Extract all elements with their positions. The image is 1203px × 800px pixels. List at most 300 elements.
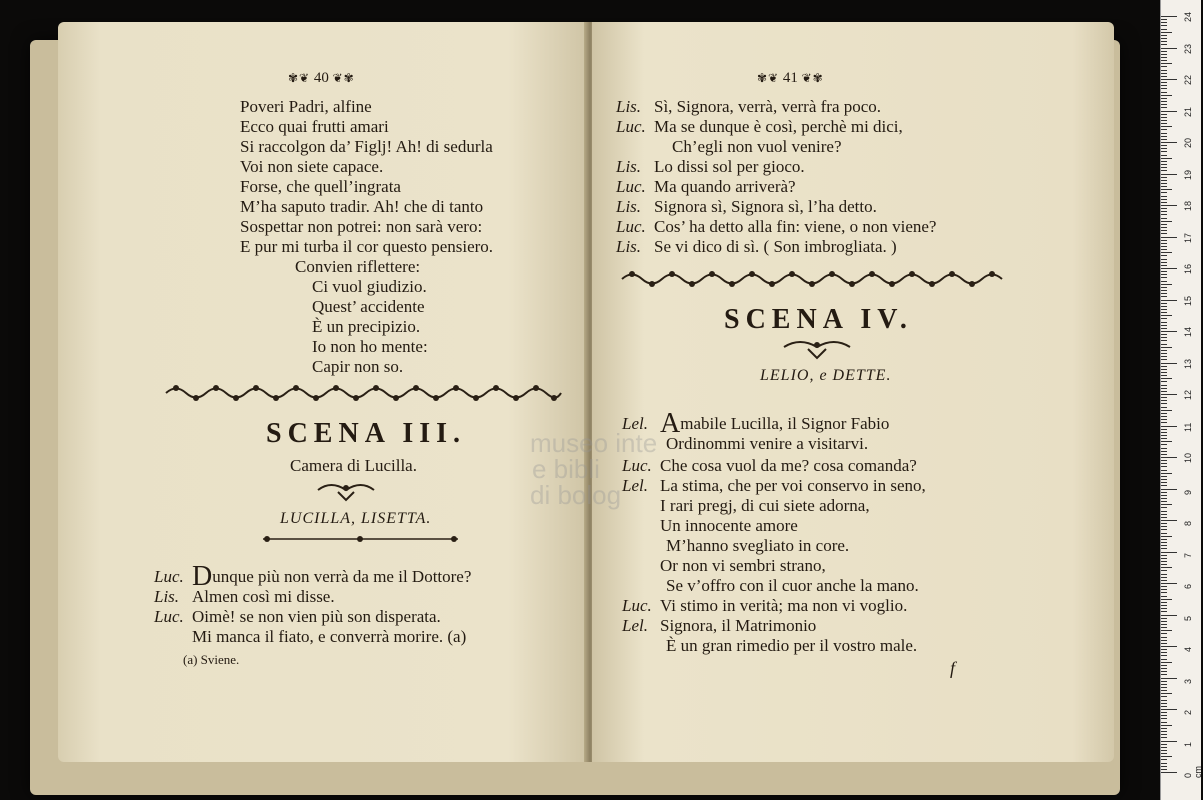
ruler-minor-tick (1161, 558, 1167, 559)
dialogue-line: Sì, Signora, verrà, verrà fra poco. (654, 97, 882, 116)
ruler-minor-tick (1161, 722, 1167, 723)
ruler-minor-tick (1161, 192, 1167, 193)
ruler-minor-tick (1161, 101, 1167, 102)
page-number: 40 (313, 70, 329, 86)
ruler-minor-tick (1161, 630, 1172, 631)
ruler-label: 18 (1183, 200, 1193, 211)
speaker-label: Lis. (154, 587, 180, 606)
dialogue-line: Mi manca il fiato, e converrà morire. (a) (192, 627, 467, 646)
page-number: 41 (782, 70, 798, 86)
ruler-minor-tick (1161, 596, 1167, 597)
ornament-icon: ✾❦ (288, 71, 311, 85)
ruler-minor-tick (1161, 104, 1167, 105)
ruler-minor-tick (1161, 536, 1172, 537)
ruler-minor-tick (1161, 60, 1167, 61)
ruler-minor-tick (1161, 375, 1167, 376)
ruler-minor-tick (1161, 514, 1167, 515)
ruler-minor-tick (1161, 715, 1167, 716)
ruler-minor-tick (1161, 725, 1172, 726)
ruler-major-tick (1161, 457, 1177, 458)
ruler-label: 16 (1183, 263, 1193, 274)
ruler-minor-tick (1161, 359, 1167, 360)
ruler-minor-tick (1161, 397, 1167, 398)
verse-line: Sospettar non potrei: non sarà vero: (240, 217, 483, 236)
ruler-minor-tick (1161, 539, 1167, 540)
ruler-major-tick (1161, 142, 1177, 143)
ornament-icon: ✾❦ (757, 71, 780, 85)
ruler-minor-tick (1161, 640, 1167, 641)
ruler-minor-tick (1161, 763, 1167, 764)
dialogue-line: M’hanno svegliato in core. (666, 536, 850, 555)
ruler-minor-tick (1161, 277, 1167, 278)
ruler-minor-tick (1161, 668, 1167, 669)
ruler-minor-tick (1161, 422, 1167, 423)
ruler-major-tick (1161, 48, 1177, 49)
ruler-minor-tick (1161, 315, 1172, 316)
ruler-minor-tick (1161, 296, 1167, 297)
ruler-major-tick (1161, 394, 1177, 395)
ruler-minor-tick (1161, 249, 1167, 250)
ruler-minor-tick (1161, 76, 1167, 77)
ruler-minor-tick (1161, 529, 1167, 530)
verse-line: Voi non siete capace. (240, 157, 384, 176)
ruler-minor-tick (1161, 350, 1167, 351)
ruler-minor-tick (1161, 95, 1172, 96)
ruler-minor-tick (1161, 148, 1167, 149)
ruler-minor-tick (1161, 429, 1167, 430)
ruler-minor-tick (1161, 340, 1167, 341)
ruler-minor-tick (1161, 687, 1167, 688)
ruler-minor-tick (1161, 88, 1167, 89)
vine-ornament-divider (166, 384, 561, 402)
ruler-minor-tick (1161, 151, 1167, 152)
speaker-label: Lel. (622, 616, 648, 635)
ruler-label: 2 (1183, 709, 1193, 715)
ruler-label: 4 (1183, 646, 1193, 652)
ruler-minor-tick (1161, 577, 1167, 578)
ruler-major-tick (1161, 552, 1177, 553)
ruler-minor-tick (1161, 435, 1167, 436)
verse-line: Quest’ accidente (312, 297, 425, 316)
ruler-minor-tick (1161, 492, 1167, 493)
ruler-minor-tick (1161, 690, 1167, 691)
ruler-minor-tick (1161, 463, 1167, 464)
ruler-minor-tick (1161, 413, 1167, 414)
ruler-minor-tick (1161, 372, 1167, 373)
footnote: (a) Sviene. (183, 652, 240, 667)
ruler-minor-tick (1161, 548, 1167, 549)
ruler-minor-tick (1161, 747, 1167, 748)
ruler-minor-tick (1161, 211, 1167, 212)
ruler-major-tick (1161, 678, 1177, 679)
verse-line: Convien riflettere: (295, 257, 421, 276)
dialogue-line: Un innocente amore (660, 516, 798, 535)
ruler-label: 22 (1183, 74, 1193, 85)
dialogue-line: Signora, il Matrimonio (660, 616, 817, 635)
dialogue-line: Amabile Lucilla, il Signor Fabio (660, 408, 890, 439)
ruler-minor-tick (1161, 479, 1167, 480)
ruler-minor-tick (1161, 25, 1167, 26)
ruler-minor-tick (1161, 419, 1167, 420)
ruler-label: 12 (1183, 389, 1193, 400)
verse-line: E pur mi turba il cor questo pensiero. (240, 237, 494, 256)
ruler-minor-tick (1161, 233, 1167, 234)
ruler-minor-tick (1161, 432, 1167, 433)
ruler-minor-tick (1161, 114, 1167, 115)
ruler-minor-tick (1161, 649, 1167, 650)
ruler-minor-tick (1161, 139, 1167, 140)
ruler-label: 19 (1183, 169, 1193, 180)
ruler-minor-tick (1161, 123, 1167, 124)
ruler-minor-tick (1161, 681, 1167, 682)
ruler-major-tick (1161, 205, 1177, 206)
ruler-minor-tick (1161, 759, 1167, 760)
ruler-minor-tick (1161, 240, 1167, 241)
ruler-minor-tick (1161, 403, 1167, 404)
dropcap: D (192, 561, 213, 592)
ruler-minor-tick (1161, 328, 1167, 329)
ruler-major-tick (1161, 489, 1177, 490)
verse-line: Poveri Padri, alfine (240, 97, 372, 116)
page-number-header (757, 70, 824, 87)
ruler-label: 3 (1183, 678, 1193, 684)
speaker-label: Lis. (616, 97, 642, 116)
verse-line: Capir non so. (312, 357, 404, 376)
ruler-minor-tick (1161, 126, 1172, 127)
ruler-minor-tick (1161, 344, 1167, 345)
dialogue-line: Almen così mi disse. (192, 587, 335, 606)
ruler-minor-tick (1161, 136, 1167, 137)
ruler-minor-tick (1161, 41, 1167, 42)
ruler-minor-tick (1161, 526, 1167, 527)
ruler-minor-tick (1161, 170, 1167, 171)
ruler-minor-tick (1161, 353, 1167, 354)
dialogue-line: Che cosa vuol da me? cosa comanda? (660, 456, 917, 475)
ruler-minor-tick (1161, 230, 1167, 231)
ruler-minor-tick (1161, 407, 1167, 408)
verse-line: M’ha saputo tradir. Ah! che di tanto (240, 197, 484, 216)
signature-mark: f (950, 658, 956, 678)
ruler-minor-tick (1161, 214, 1167, 215)
ruler-minor-tick (1161, 29, 1167, 30)
ruler-minor-tick (1161, 731, 1167, 732)
ruler-minor-tick (1161, 293, 1167, 294)
page-number-header (288, 70, 355, 87)
ruler-minor-tick (1161, 444, 1167, 445)
ruler-minor-tick (1161, 252, 1172, 253)
ruler-major-tick (1161, 772, 1177, 773)
ruler-minor-tick (1161, 627, 1167, 628)
ruler-minor-tick (1161, 309, 1167, 310)
ruler-major-tick (1161, 268, 1177, 269)
ruler-minor-tick (1161, 400, 1167, 401)
ruler-minor-tick (1161, 337, 1167, 338)
ruler-minor-tick (1161, 334, 1167, 335)
ruler-minor-tick (1161, 602, 1167, 603)
ruler-minor-tick (1161, 728, 1167, 729)
ruler-minor-tick (1161, 164, 1167, 165)
dialogue-line: La stima, che per voi conservo in seno, (660, 476, 926, 495)
dialogue-line: Ma quando arriverà? (654, 177, 796, 196)
ruler-minor-tick (1161, 155, 1167, 156)
ruler-minor-tick (1161, 470, 1167, 471)
verse-line: Si raccolgon da’ Figlj! Ah! di sedurla (240, 137, 493, 156)
ruler-minor-tick (1161, 180, 1167, 181)
verse-line: Ecco quai frutti amari (240, 117, 389, 136)
scene-cast: LUCILLA, LISETTA. (280, 510, 432, 527)
ruler-minor-tick (1161, 451, 1167, 452)
dialogue-line: È un gran rimedio per il vostro male. (666, 636, 918, 655)
ruler-minor-tick (1161, 659, 1167, 660)
ruler-minor-tick (1161, 82, 1167, 83)
ruler-minor-tick (1161, 274, 1167, 275)
ruler-label: 1 (1183, 741, 1193, 747)
ruler-minor-tick (1161, 243, 1167, 244)
ruler-label: 0 cm (1183, 766, 1203, 778)
speaker-label: Lis. (616, 237, 642, 256)
ruler-major-tick (1161, 111, 1177, 112)
ruler-minor-tick (1161, 756, 1172, 757)
dialogue-line: Ch’egli non vuol venire? (672, 137, 842, 156)
ruler-minor-tick (1161, 410, 1172, 411)
ruler-minor-tick (1161, 637, 1167, 638)
ruler-minor-tick (1161, 580, 1167, 581)
ruler-major-tick (1161, 237, 1177, 238)
ruler-minor-tick (1161, 92, 1167, 93)
ruler-minor-tick (1161, 706, 1167, 707)
ruler-minor-tick (1161, 246, 1167, 247)
ruler-minor-tick (1161, 507, 1167, 508)
ruler-minor-tick (1161, 318, 1167, 319)
ruler-minor-tick (1161, 592, 1167, 593)
ruler-label: 15 (1183, 295, 1193, 306)
ruler-minor-tick (1161, 221, 1172, 222)
ruler-minor-tick (1161, 189, 1172, 190)
ruler-minor-tick (1161, 495, 1167, 496)
ruler-minor-tick (1161, 158, 1172, 159)
ruler-major-tick (1161, 174, 1177, 175)
ruler-minor-tick (1161, 186, 1167, 187)
ruler-minor-tick (1161, 32, 1172, 33)
ruler-minor-tick (1161, 574, 1167, 575)
dropcap: A (660, 408, 681, 439)
ruler-minor-tick (1161, 85, 1167, 86)
ruler-minor-tick (1161, 712, 1167, 713)
ruler-minor-tick (1161, 665, 1167, 666)
scene-cast: LELIO, e DETTE. (760, 367, 892, 384)
ruler-major-tick (1161, 646, 1177, 647)
ruler-minor-tick (1161, 662, 1172, 663)
small-ornament-icon (782, 337, 852, 364)
ruler-minor-tick (1161, 476, 1167, 477)
ruler-minor-tick (1161, 448, 1167, 449)
ruler-minor-tick (1161, 117, 1167, 118)
ruler-minor-tick (1161, 696, 1167, 697)
ruler-label: 7 (1183, 552, 1193, 558)
speaker-label: Luc. (154, 567, 184, 586)
ruler-major-tick (1161, 331, 1177, 332)
speaker-label: Luc. (616, 177, 646, 196)
ruler-minor-tick (1161, 652, 1167, 653)
ruler-minor-tick (1161, 460, 1167, 461)
dialogue-line: Ma se dunque è così, perchè mi dici, (654, 117, 903, 136)
ruler-minor-tick (1161, 621, 1167, 622)
dialogue-line: Lo dissi sol per gioco. (654, 157, 805, 176)
ruler-minor-tick (1161, 561, 1167, 562)
ruler-minor-tick (1161, 262, 1167, 263)
ruler-minor-tick (1161, 567, 1172, 568)
ruler-minor-tick (1161, 473, 1172, 474)
ruler-minor-tick (1161, 227, 1167, 228)
dialogue-line: Signora sì, Signora sì, l’ha detto. (654, 197, 877, 216)
ruler-label: 17 (1183, 232, 1193, 243)
ruler-minor-tick (1161, 498, 1167, 499)
scene-title: SCENA III. (266, 418, 467, 449)
ruler-minor-tick (1161, 208, 1167, 209)
dialogue-line: Ordinommi venire a visitarvi. (666, 434, 869, 453)
speaker-label: Lis. (616, 157, 642, 176)
ruler-minor-tick (1161, 54, 1167, 55)
ruler-minor-tick (1161, 643, 1167, 644)
ruler-minor-tick (1161, 107, 1167, 108)
verse-line: È un precipizio. (312, 317, 421, 336)
ruler-minor-tick (1161, 501, 1167, 502)
ruler-minor-tick (1161, 766, 1167, 767)
ruler-minor-tick (1161, 611, 1167, 612)
ruler-minor-tick (1161, 564, 1167, 565)
ruler-minor-tick (1161, 586, 1167, 587)
ruler-minor-tick (1161, 388, 1167, 389)
ruler-minor-tick (1161, 750, 1167, 751)
ruler-label: 6 (1183, 583, 1193, 589)
ruler-minor-tick (1161, 271, 1167, 272)
vine-ornament-divider (622, 270, 1002, 288)
ruler-minor-tick (1161, 38, 1167, 39)
ruler-label: 9 (1183, 489, 1193, 495)
ruler-minor-tick (1161, 381, 1167, 382)
ruler-minor-tick (1161, 391, 1167, 392)
ruler-minor-tick (1161, 66, 1167, 67)
ruler-minor-tick (1161, 769, 1167, 770)
right-page (592, 22, 1114, 762)
ruler-minor-tick (1161, 545, 1167, 546)
ruler-minor-tick (1161, 63, 1172, 64)
ruler-minor-tick (1161, 284, 1172, 285)
thin-rule-ornament (263, 534, 458, 552)
ruler-minor-tick (1161, 183, 1167, 184)
verse-line: Io non ho mente: (312, 337, 428, 356)
ruler-minor-tick (1161, 202, 1167, 203)
dialogue-line: Oimè! se non vien più son disperata. (192, 607, 441, 626)
ruler-label: 20 (1183, 137, 1193, 148)
ruler-minor-tick (1161, 700, 1167, 701)
ruler-major-tick (1161, 583, 1177, 584)
ruler-minor-tick (1161, 482, 1167, 483)
dialogue-line: Se vi dico di sì. ( Son imbrogliata. ) (654, 237, 897, 256)
ruler-minor-tick (1161, 287, 1167, 288)
verse-line: Forse, che quell’ingrata (240, 177, 401, 196)
ruler-minor-tick (1161, 737, 1167, 738)
ruler-label: 13 (1183, 358, 1193, 369)
ruler-major-tick (1161, 426, 1177, 427)
ruler-minor-tick (1161, 517, 1167, 518)
ruler-label: 14 (1183, 326, 1193, 337)
measurement-ruler (1160, 0, 1201, 800)
ruler-major-tick (1161, 16, 1177, 17)
ruler-minor-tick (1161, 555, 1167, 556)
dialogue-line: I rari pregj, di cui siete adorna, (660, 496, 870, 515)
ruler-minor-tick (1161, 684, 1167, 685)
ruler-minor-tick (1161, 504, 1172, 505)
ruler-minor-tick (1161, 306, 1167, 307)
ruler-minor-tick (1161, 693, 1172, 694)
ruler-minor-tick (1161, 129, 1167, 130)
ruler-minor-tick (1161, 385, 1167, 386)
ruler-minor-tick (1161, 356, 1167, 357)
left-page (58, 22, 588, 762)
ruler-minor-tick (1161, 303, 1167, 304)
ruler-minor-tick (1161, 378, 1172, 379)
ruler-minor-tick (1161, 218, 1167, 219)
ruler-minor-tick (1161, 224, 1167, 225)
ruler-minor-tick (1161, 290, 1167, 291)
ruler-minor-tick (1161, 416, 1167, 417)
ruler-minor-tick (1161, 347, 1172, 348)
ruler-minor-tick (1161, 167, 1167, 168)
dialogue-line: Vi stimo in verità; ma non vi voglio. (660, 596, 908, 615)
ruler-minor-tick (1161, 454, 1167, 455)
ruler-major-tick (1161, 741, 1177, 742)
ruler-minor-tick (1161, 196, 1167, 197)
ruler-minor-tick (1161, 255, 1167, 256)
ruler-label: 10 (1183, 452, 1193, 463)
ruler-minor-tick (1161, 366, 1167, 367)
ruler-minor-tick (1161, 19, 1167, 20)
ruler-label: 21 (1183, 106, 1193, 117)
museum-watermark: museo inte e bibli di bolog (530, 428, 658, 510)
small-ornament-icon (316, 480, 376, 505)
ruler-minor-tick (1161, 703, 1167, 704)
ruler-major-tick (1161, 709, 1177, 710)
speaker-label: Luc. (616, 217, 646, 236)
ruler-minor-tick (1161, 73, 1167, 74)
ruler-minor-tick (1161, 177, 1167, 178)
ruler-minor-tick (1161, 44, 1167, 45)
ruler-minor-tick (1161, 22, 1167, 23)
ruler-minor-tick (1161, 744, 1167, 745)
ruler-minor-tick (1161, 199, 1167, 200)
ruler-minor-tick (1161, 438, 1167, 439)
ruler-minor-tick (1161, 618, 1167, 619)
ruler-major-tick (1161, 79, 1177, 80)
ruler-minor-tick (1161, 542, 1167, 543)
ruler-minor-tick (1161, 624, 1167, 625)
ornament-icon: ❦✾ (332, 71, 355, 85)
verse-line: Ci vuol giudizio. (312, 277, 427, 296)
ruler-minor-tick (1161, 281, 1167, 282)
ruler-minor-tick (1161, 655, 1167, 656)
ruler-minor-tick (1161, 533, 1167, 534)
ruler-minor-tick (1161, 120, 1167, 121)
ruler-minor-tick (1161, 265, 1167, 266)
ruler-minor-tick (1161, 718, 1167, 719)
speaker-label: Luc. (622, 456, 652, 475)
ruler-minor-tick (1161, 734, 1167, 735)
ornament-icon: ❦✾ (801, 71, 824, 85)
ruler-minor-tick (1161, 133, 1167, 134)
ruler-minor-tick (1161, 511, 1167, 512)
speaker-label: Lel. (622, 414, 648, 433)
